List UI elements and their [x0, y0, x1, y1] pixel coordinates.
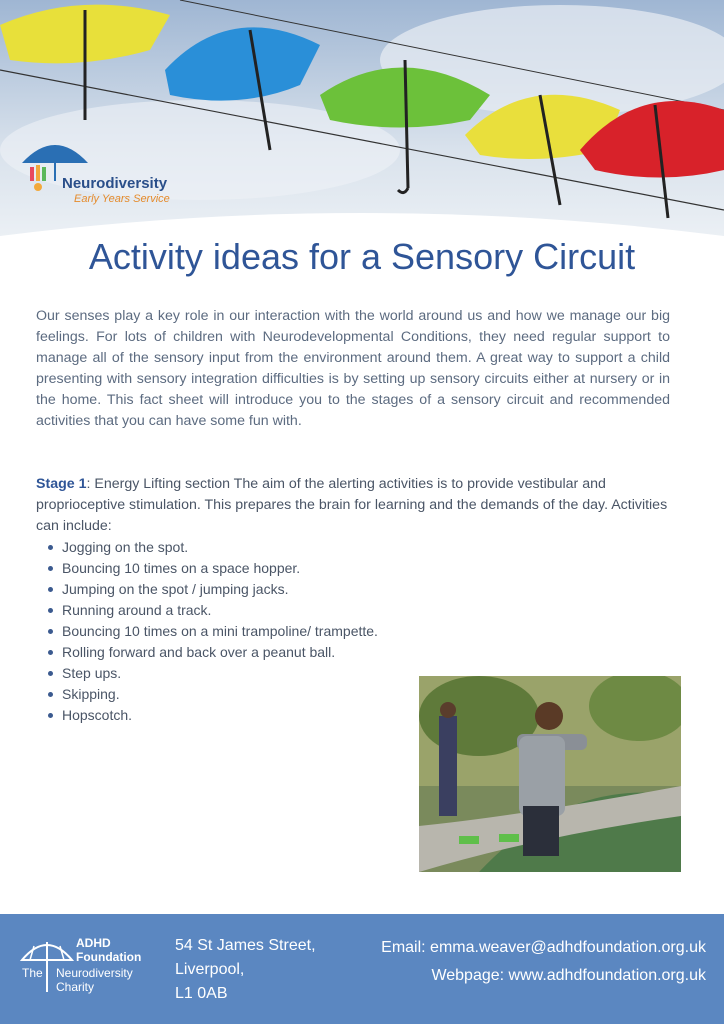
bullet-icon — [48, 713, 53, 718]
bullet-icon — [48, 692, 53, 697]
list-item-text: Jogging on the spot. — [62, 539, 189, 555]
logo-brand-text: Neurodiversity — [62, 175, 168, 192]
list-item-text: Rolling forward and back over a peanut ball. — [62, 644, 336, 660]
bullet-icon — [48, 671, 53, 676]
list-item-text: Hopscotch. — [62, 707, 133, 723]
list-item — [44, 684, 378, 705]
list-item — [44, 663, 378, 684]
child-playing-photo — [419, 676, 681, 872]
footer — [0, 914, 724, 1024]
adhd-foundation-logo — [18, 930, 158, 1010]
bullet-icon — [48, 608, 53, 613]
neurodiversity-logo — [20, 133, 200, 213]
address-line: 54 St James Street, — [175, 937, 316, 954]
list-item — [44, 642, 378, 663]
webpage-link[interactable]: Webpage: www.adhdfoundation.org.uk — [431, 967, 706, 984]
list-item-text: Skipping. — [62, 686, 120, 702]
list-item — [44, 621, 378, 642]
bullet-icon — [48, 545, 53, 550]
photo-image — [419, 676, 681, 872]
list-item — [44, 600, 378, 621]
list-item-text: Bouncing 10 times on a space hopper. — [62, 560, 301, 576]
list-item-text: Running around a track. — [62, 602, 212, 618]
page-title: Activity ideas for a Sensory Circuit — [88, 236, 636, 277]
list-item-text: Step ups. — [62, 665, 122, 681]
logo-text-the: The — [22, 966, 43, 980]
footer-contact — [381, 934, 706, 990]
list-item — [44, 705, 378, 726]
list-item — [44, 537, 378, 558]
bullet-icon — [48, 566, 53, 571]
stage-text: : Energy Lifting section The aim of the alerting activities is to provide vestibular and proprioceptive stimulation. This prepares the brain for learning and the demands of the day. Activities can include: — [36, 476, 668, 534]
bullet-icon — [48, 629, 53, 634]
list-item — [44, 579, 378, 600]
footer-address — [175, 934, 316, 1006]
logo-text-neurodiversity: Neurodiversity — [56, 966, 133, 980]
logo-sub-text: Early Years Service — [74, 193, 170, 205]
stage-label: Stage 1 — [36, 476, 87, 492]
address-line: Liverpool, — [175, 961, 245, 978]
address-line: L1 0AB — [175, 985, 228, 1002]
logo-text-charity: Charity — [56, 980, 95, 994]
email-link[interactable]: Email: emma.weaver@adhdfoundation.org.uk — [381, 939, 706, 956]
bullet-icon — [48, 650, 53, 655]
logo-text-adhd: ADHD — [76, 936, 111, 950]
list-item — [44, 558, 378, 579]
list-item-text: Jumping on the spot / jumping jacks. — [62, 581, 289, 597]
activities-list — [44, 537, 378, 726]
stage-paragraph — [36, 474, 676, 537]
bullet-icon — [48, 587, 53, 592]
header-banner — [0, 0, 724, 250]
list-item-text: Bouncing 10 times on a mini trampoline/ trampette. — [62, 623, 378, 639]
logo-text-foundation: Foundation — [76, 950, 142, 964]
intro-paragraph: Our senses play a key role in our interaction with the world around us and how we manage our big feelings. For lots of children with Neurodevelopmental Conditions, they need regular support to manage all of the sensory input from the environment around them. A great way to support a child presenting with sensory integration difficulties is by setting up sensory circuits either at nursery or in the home. This fact sheet will introduce you to the stages of a sensory circuit and recommended activities that you can have some fun with. — [36, 308, 670, 429]
